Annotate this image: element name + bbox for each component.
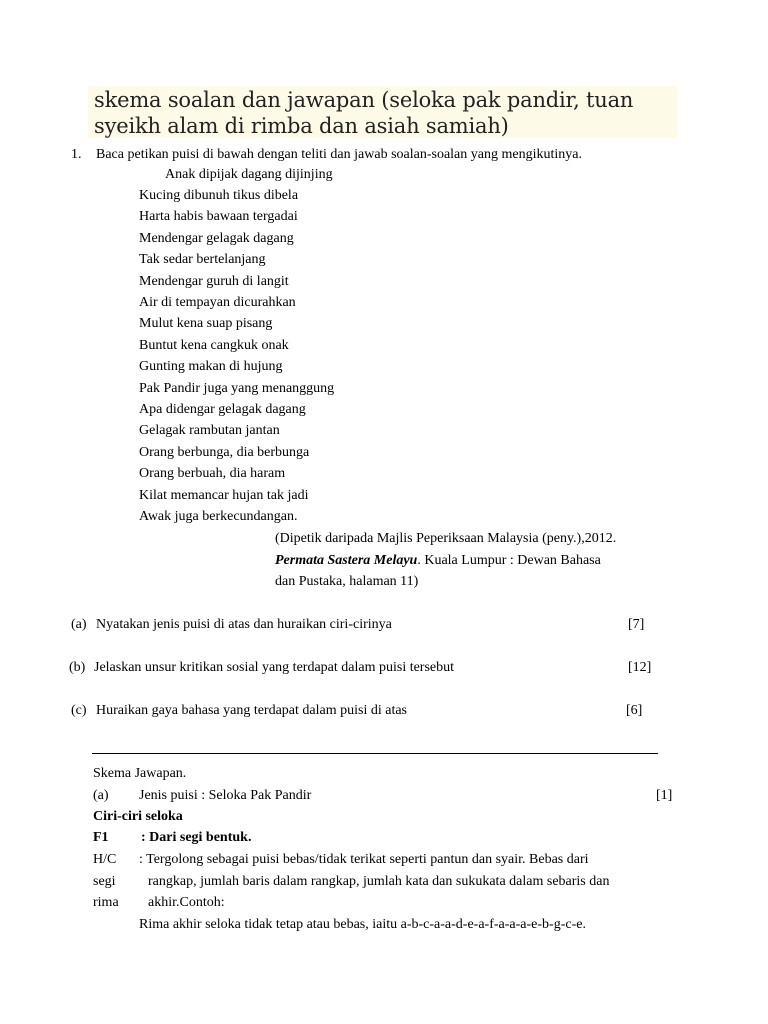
poem-line: Buntut kena cangkuk onak [139, 338, 289, 353]
hc-line-1: : Tergolong sebagai puisi bebas/tidak terikat seperti pantun dan syair. Bebas dari [139, 852, 589, 867]
subq-a-text: Nyatakan jenis puisi di atas dan huraikan ciri-cirinya [96, 617, 392, 632]
poem-line: Mulut kena suap pisang [139, 316, 273, 331]
poem-line: Mendengar guruh di langit [139, 274, 289, 289]
subq-b-marks: [12] [628, 660, 652, 675]
subq-c-marks: [6] [626, 703, 643, 718]
hc-line-3: akhir.Contoh: [148, 895, 225, 910]
source-line-3: dan Pustaka, halaman 11) [275, 574, 419, 589]
source-line-2 [275, 552, 601, 569]
poem-line: Pak Pandir juga yang menanggung [139, 381, 335, 396]
subq-c-label: (c) [71, 703, 87, 718]
poem-line: Kilat memancar hujan tak jadi [139, 488, 309, 503]
source-book-title: Permata Sastera Melayu [275, 553, 418, 568]
answer-heading: Skema Jawapan. [93, 766, 187, 781]
subq-b-text: Jelaskan unsur kritikan sosial yang terdapat dalam puisi tersebut [94, 660, 455, 675]
poem-first-line: Anak dipijak dagang dijinjing [165, 167, 333, 182]
answer-a-text: Jenis puisi : Seloka Pak Pandir [139, 788, 312, 803]
poem-line: Orang berbunga, dia berbunga [139, 445, 310, 460]
hc-label-2: segi [93, 874, 116, 889]
hc-line-2: rangkap, jumlah baris dalam rangkap, jumlah kata dan sukukata dalam sebaris dan [148, 874, 610, 889]
poem-line: Kucing dibunuh tikus dibela [139, 188, 299, 203]
question-number: 1. [71, 147, 82, 162]
rima-line: Rima akhir seloka tidak tetap atau bebas, iaitu a-b-c-a-a-d-e-a-f-a-a-a-e-b-g-c-e. [139, 917, 586, 932]
subq-c-text: Huraikan gaya bahasa yang terdapat dalam puisi di atas [96, 703, 407, 718]
answer-a-label: (a) [93, 788, 109, 803]
poem-line: Air di tempayan dicurahkan [139, 295, 296, 310]
source-line-1: (Dipetik daripada Majlis Peperiksaan Malaysia (peny.),2012. [275, 531, 617, 546]
question-instruction: Baca petikan puisi di bawah dengan teliti dan jawab soalan-soalan yang mengikutinya. [96, 147, 582, 162]
subq-a-label: (a) [71, 617, 87, 632]
hc-label-3: rima [93, 895, 119, 910]
subq-a-marks: [7] [628, 617, 645, 632]
section-divider [92, 753, 658, 754]
subq-b-label: (b) [69, 660, 86, 675]
poem-line: Awak juga berkecundangan. [139, 509, 298, 524]
poem-line: Harta habis bawaan tergadai [139, 209, 298, 224]
poem-line: Orang berbuah, dia haram [139, 466, 286, 481]
poem-line: Mendengar gelagak dagang [139, 231, 294, 246]
hc-label-1: H/C [93, 852, 117, 867]
page-title-line-1: skema soalan dan jawapan (seloka pak pandir, tuan [94, 88, 634, 112]
f1-label: F1 [93, 830, 109, 845]
ciri-heading: Ciri-ciri seloka [93, 809, 183, 824]
poem-line: Gunting makan di hujung [139, 359, 283, 374]
page-title-line-2: syeikh alam di rimba dan asiah samiah) [94, 114, 509, 138]
source-publisher: . Kuala Lumpur : Dewan Bahasa [417, 553, 601, 568]
poem-line: Apa didengar gelagak dagang [139, 402, 306, 417]
answer-a-marks: [1] [656, 788, 673, 803]
f1-text: : Dari segi bentuk. [141, 830, 252, 845]
poem-line: Gelagak rambutan jantan [139, 423, 280, 438]
poem-line: Tak sedar bertelanjang [139, 252, 266, 267]
